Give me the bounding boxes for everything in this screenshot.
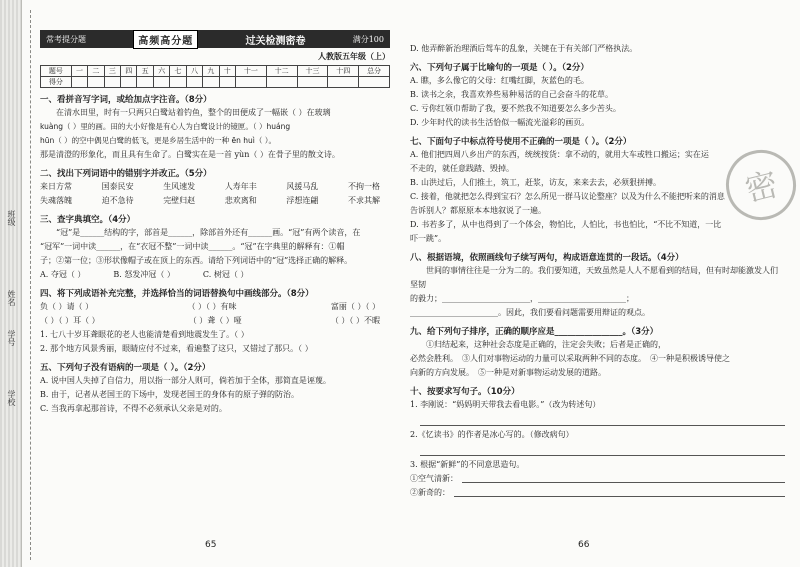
q7-option: C. 接着，他就把怎么得到宝石？怎么所见一群马议论整座？以及为什么不能把听来的消息: [410, 192, 725, 201]
q1-title: 一、看拼音写字词，或给加点字注音。（8分）: [40, 95, 212, 105]
q8-line: 世间的事情往往是一分为二的。我们要知道，天致虽然是人人不愿看到的结局，但有时却能激发人们坚韧: [410, 266, 778, 289]
side-label-number: 学号: [7, 330, 16, 346]
logo-text: 高频高分题: [133, 30, 198, 49]
q6-option: C. 亏你红领巾帮助了我，要不然我不知道要怎么多少苦头。: [410, 104, 621, 113]
q9-line: 必然会胜利。 ③人们对事物运动的力量可以采取两种不同的态度。 ④一种是积极诱导使之: [410, 354, 730, 363]
q3-line: “冠”是______结构的字，部首是______，除部首外还有______画。“冠”有两个读音，在: [56, 228, 361, 237]
exam-header: [40, 30, 390, 48]
q3-title: 三、查字典填空。（4分）: [40, 215, 136, 225]
page-number-left: 65: [205, 540, 217, 550]
q7-option: 告诉别人？都原原本本地叙说了一遍。: [410, 206, 546, 215]
secret-stamp: 密: [719, 143, 800, 228]
q4-item: 1. 七八十岁耳聋眼花的老人也能清楚看到地震发生了。（ ）: [40, 330, 249, 339]
binding-margin: [0, 0, 22, 567]
q3-options: A. 夺冠（ ） B. 怒发冲冠（ ） C. 树冠（ ）: [40, 270, 249, 279]
q7-option: A. 他们把四周八乡出产的东西，统统按货：拿不动的，就用大车或牲口搬运；实在运: [410, 150, 709, 159]
q7-option: B. 山洪过后，人们推土，筑工，赶浆，访友，来来去去，必须狠拼搏。: [410, 178, 661, 187]
q5-option: A. 说中国人失掉了自信力，用以指一部分人则可，倘若加于全体，那简直是诬蔑。: [40, 376, 331, 385]
q9-title: 九、给下列句子排序，正确的顺序应是________________。（3分）: [410, 327, 659, 337]
q8-line: ______________________。因此，我们要看问题需要用辩证的观点。: [410, 308, 650, 317]
q10-item: 2.《忆读书》的作者是冰心写的。（修改病句）: [410, 430, 574, 439]
q2-title: 二、找出下列词语中的错别字并改正。（5分）: [40, 169, 212, 179]
q8-title: 八、根据语境，依照画线句子续写两句，构成语意连贯的一段话。（4分）: [410, 253, 684, 263]
score-header-row: 题号 一 二 三 四 五 六 七 八 九 十 十一 十二 十三 十四 总分: [41, 66, 390, 77]
q8-line: 的毅力；______________________，______________________；: [410, 294, 634, 303]
q6-title: 六、下列句子属于比喻句的一项是（ ）。（2分）: [410, 63, 589, 73]
q1-line: 在清水田里，时有一只两只白鹭站着钓鱼，整个的田便成了一幅嵌（ ）在玻璃: [56, 108, 331, 117]
q1-line: kuàng（ ）里的画。田的大小好像是有心人为白鹭设计的镜匣。（ ）huáng: [40, 122, 291, 131]
q4-title: 四、将下列成语补充完整，并选择恰当的词语替换句中画线部分。（8分）: [40, 289, 314, 299]
header-left-text: 常考提分题: [46, 34, 86, 44]
q2-row: 来日方常 国泰民安 生风速发 人寿年丰 风援马乱 不拘一格: [40, 182, 380, 191]
q10-title: 十、按要求写句子。（10分）: [410, 387, 520, 397]
q7-option: 不走的，就任意践踏、毁掉。: [410, 164, 514, 173]
q7-option: D. 书若多了，从中也得到了一个体会，物怕比，人怕比，书也怕比，“不比不知道，一比: [410, 220, 722, 229]
side-label-class: 班级: [7, 210, 16, 226]
q4-row: 负（ ）请（ ） （ ）（ ）有味 富丽（ ）（ ）: [40, 302, 380, 311]
seal-line: [30, 10, 31, 560]
q6-option: A. 瞧，多么像它的父母：红嘴红脚，灰蓝色的毛。: [410, 76, 589, 85]
q7-option: 吓一跳”。: [410, 234, 447, 243]
side-label-name: 姓名: [7, 290, 16, 306]
q10-subitem: ①空气清新：: [410, 472, 785, 486]
q1-line: 那是清澄的形象化，而且具有生命了。白鹭实在是一首 yùn（ ）在骨子里的散文诗。: [40, 150, 340, 159]
q9-line: 向新的方向发展。 ⑤一种是对新事物运动发展的道路。: [410, 368, 606, 377]
q3-line: 子；②第一位；③形状像帽子或在顶上的东西。请给下列词语中的“冠”选择正确的解释。: [40, 256, 353, 265]
exam-title: 过关检测密卷: [245, 35, 306, 47]
full-score: 满分100: [352, 34, 384, 44]
q6-option: B. 读书之余，我喜欢养些易种易活的自己会奋斗的花草。: [410, 90, 613, 99]
page-number-right: 66: [578, 540, 590, 550]
q10-subitem: ②新奇的：: [410, 486, 785, 500]
page-left: [40, 30, 390, 416]
q2-row: 失魂落魄 迫不急待 完壁归赵 悲欢离和 浮想连翩 不求其解: [40, 196, 380, 205]
edition-label: 人教版五年级（上）: [318, 51, 390, 61]
score-table: [40, 65, 390, 88]
q9-line: ①归结起来，这种社会态度是正确的，注定会失败；后者是正确的，: [426, 340, 666, 349]
q1-line: hūn（ ）的空中偶见白鹭的低飞，更是乡居生活中的一种 ēn huì（ ）。: [40, 136, 277, 145]
answer-line[interactable]: [420, 442, 785, 456]
q5-title: 五、下列句子没有语病的一项是（ ）。（2分）: [40, 363, 211, 373]
q5-option-d: D. 他弄醉新治理酒后驾车的乱象，关键在于有关部门严格执法。: [410, 44, 638, 53]
q4-row: （ ）（ ）耳（ ） （ ）聋（ ）哑 （ ）（ ）不暇: [40, 316, 380, 325]
q5-option: C. 当我再拿起那首诗，不得不必须承认父亲是对的。: [40, 404, 227, 413]
q3-line: “冠军”一词中读______，在“衣冠不整”一词中读______。“冠”在字典里的解释有：①帽: [40, 242, 345, 251]
page-right: [410, 42, 785, 500]
q5-option: B. 由于，记者从老国王的下场中，发现老国王的身体有的原子弹的防治。: [40, 390, 299, 399]
q6-option: D. 少年时代的读书生活恰似一幅流光溢彩的画页。: [410, 118, 590, 127]
answer-line[interactable]: [420, 412, 785, 426]
q10-item: 3. 根据“新鲜”的不同意思造句。: [410, 460, 525, 469]
q4-item: 2. 那个地方风景秀丽，眼睛应付不过来，看遍整了这只，又错过了那只。（ ）: [40, 344, 313, 353]
side-label-school: 学校: [7, 390, 16, 406]
q7-title: 七、下面句子中标点符号使用不正确的一项是（ ）。（2分）: [410, 137, 632, 147]
q10-item: 1. 李刚说：“妈妈明天带我去看电影。”（改为转述句）: [410, 400, 601, 409]
score-value-row: 得分: [41, 77, 390, 88]
